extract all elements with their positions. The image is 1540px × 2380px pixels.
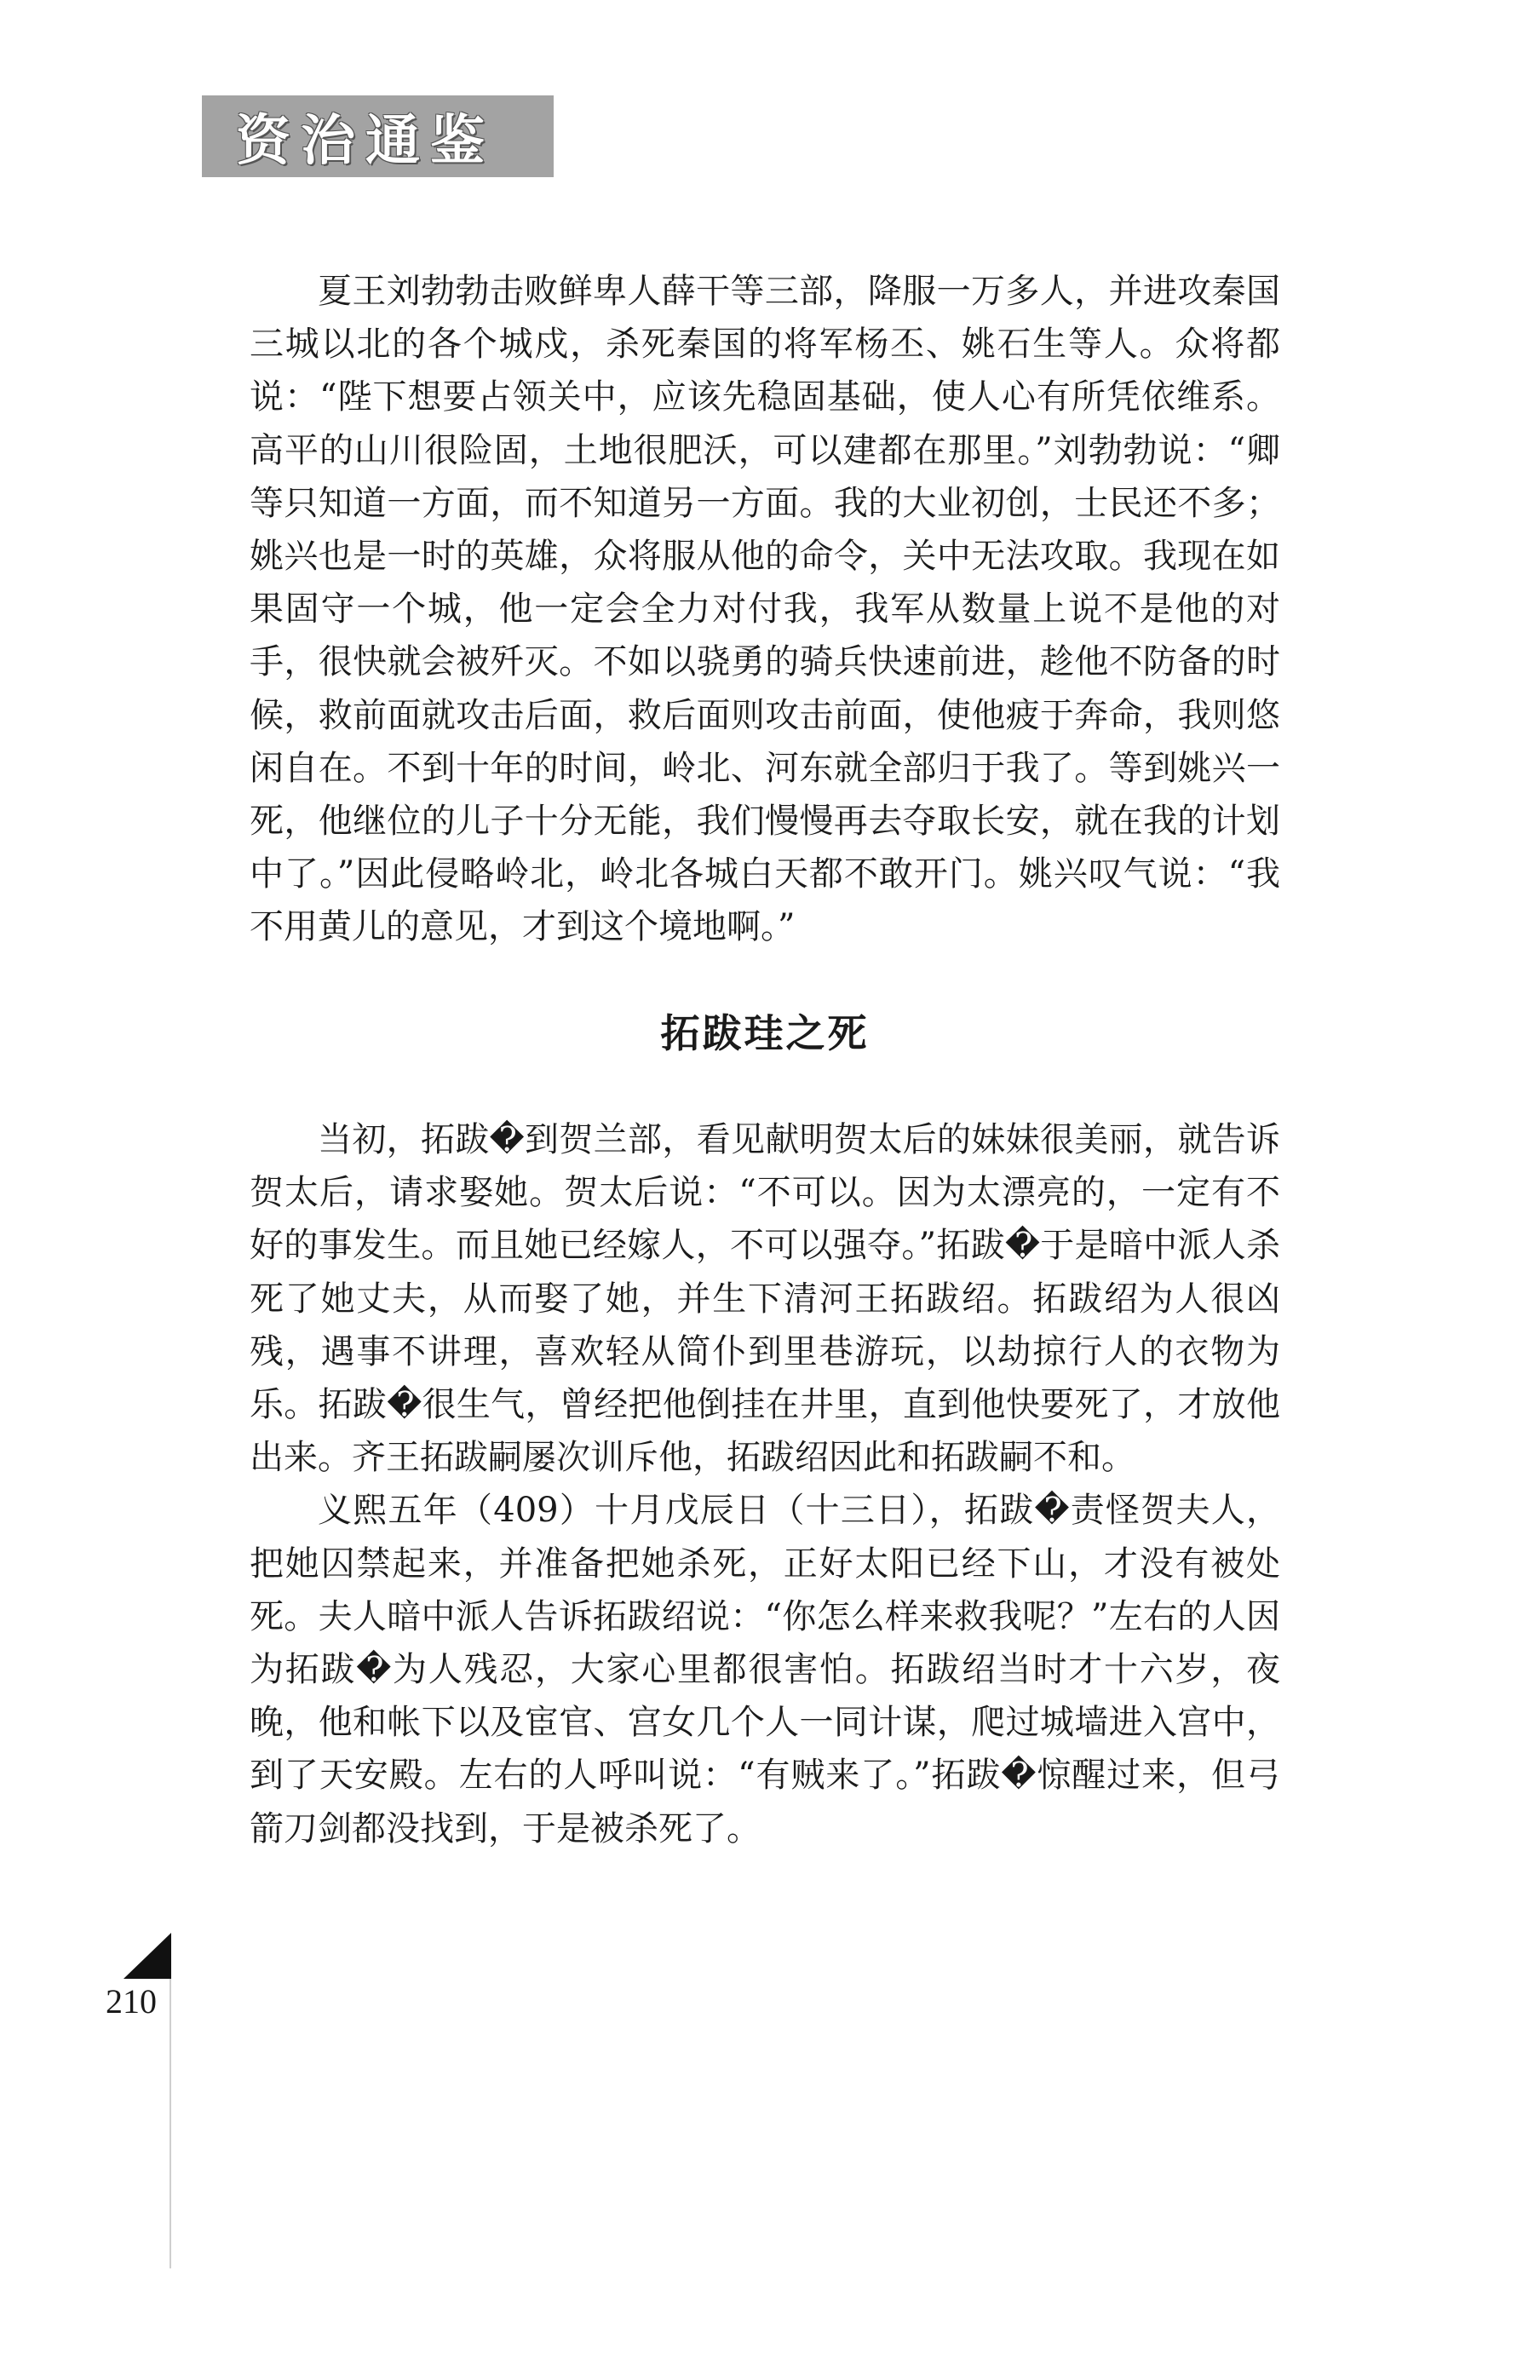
book-title-banner xyxy=(202,95,554,177)
margin-rule xyxy=(170,1979,171,2268)
book-title: 资治通鉴 xyxy=(236,110,495,173)
page-corner-marker xyxy=(124,1933,171,1979)
section-heading: 拓跋珪之死 xyxy=(660,1010,870,1056)
page-number: 210 xyxy=(106,1982,157,2021)
paragraph: 夏王刘勃勃击败鲜卑人薛干等三部，降服一万多人，并进攻秦国三城以北的各个城戍，杀死秦国的将军杨丕、姚石生等人。众将都说：“陛下想要占领关中，应该先稳固基础，使人心有所凭依维系。高平的山川很险固，土地很肥沃，可以建都在那里。”刘勃勃说：“卿等只知道一方面，而不知道另一方面。我的大业初创，士民还不多；姚兴也是一时的英雄，众将服从他的命令，关中无法攻取。我现在如果固守一个城，他一定会全力对付我，我军从数量上说不是他的对手，很快就会被歼灭。不如以骁勇的骑兵快速前进，趁他不防备的时候，救前面就攻击后面，救后面则攻击前面，使他疲于奔命，我则悠闲自在。不到十年的时间，岭北、河东就全部归于我了。等到姚兴一死，他继位的儿子十分无能，我们慢慢再去夺取长安，就在我的计划中了。”因此侵略岭北，岭北各城白天都不敢开门。姚兴叹气说：“我不用黄儿的意见，才到这个境地啊。” xyxy=(250,272,1280,947)
section-1-body xyxy=(250,265,1280,954)
paragraph: 义熙五年（409）十月戊辰日（十三日），拓跋�责怪贺夫人，把她囚禁起来，并准备把她杀死，正好太阳已经下山，才没有被处死。夫人暗中派人告诉拓跋绍说：“你怎么样来救我呢？”左右的人因为拓跋�为人残忍，大家心里都很害怕。拓跋绍当时才十六岁，夜晚，他和帐下以及宦官、宫女几个人一同计谋，爬过城墙进入宫中，到了天安殿。左右的人呼叫说：“有贼来了。”拓跋�惊醒过来，但弓箭刀剑都没找到，于是被杀死了。 xyxy=(250,1491,1280,1848)
paragraph: 当初，拓跋�到贺兰部，看见献明贺太后的妹妹很美丽，就告诉贺太后，请求娶她。贺太后说：“不可以。因为太漂亮的，一定有不好的事发生。而且她已经嫁人，不可以强夺。”拓跋�于是暗中派人杀死了她丈夫，从而娶了她，并生下清河王拓跋绍。拓跋绍为人很凶残，遇事不讲理，喜欢轻从简仆到里巷游玩，以劫掠行人的衣物为乐。拓跋�很生气，曾经把他倒挂在井里，直到他快要死了，才放他出来。齐王拓跋嗣屡次训斥他，拓跋绍因此和拓跋嗣不和。 xyxy=(250,1120,1280,1478)
section-2-body xyxy=(250,1113,1280,1855)
